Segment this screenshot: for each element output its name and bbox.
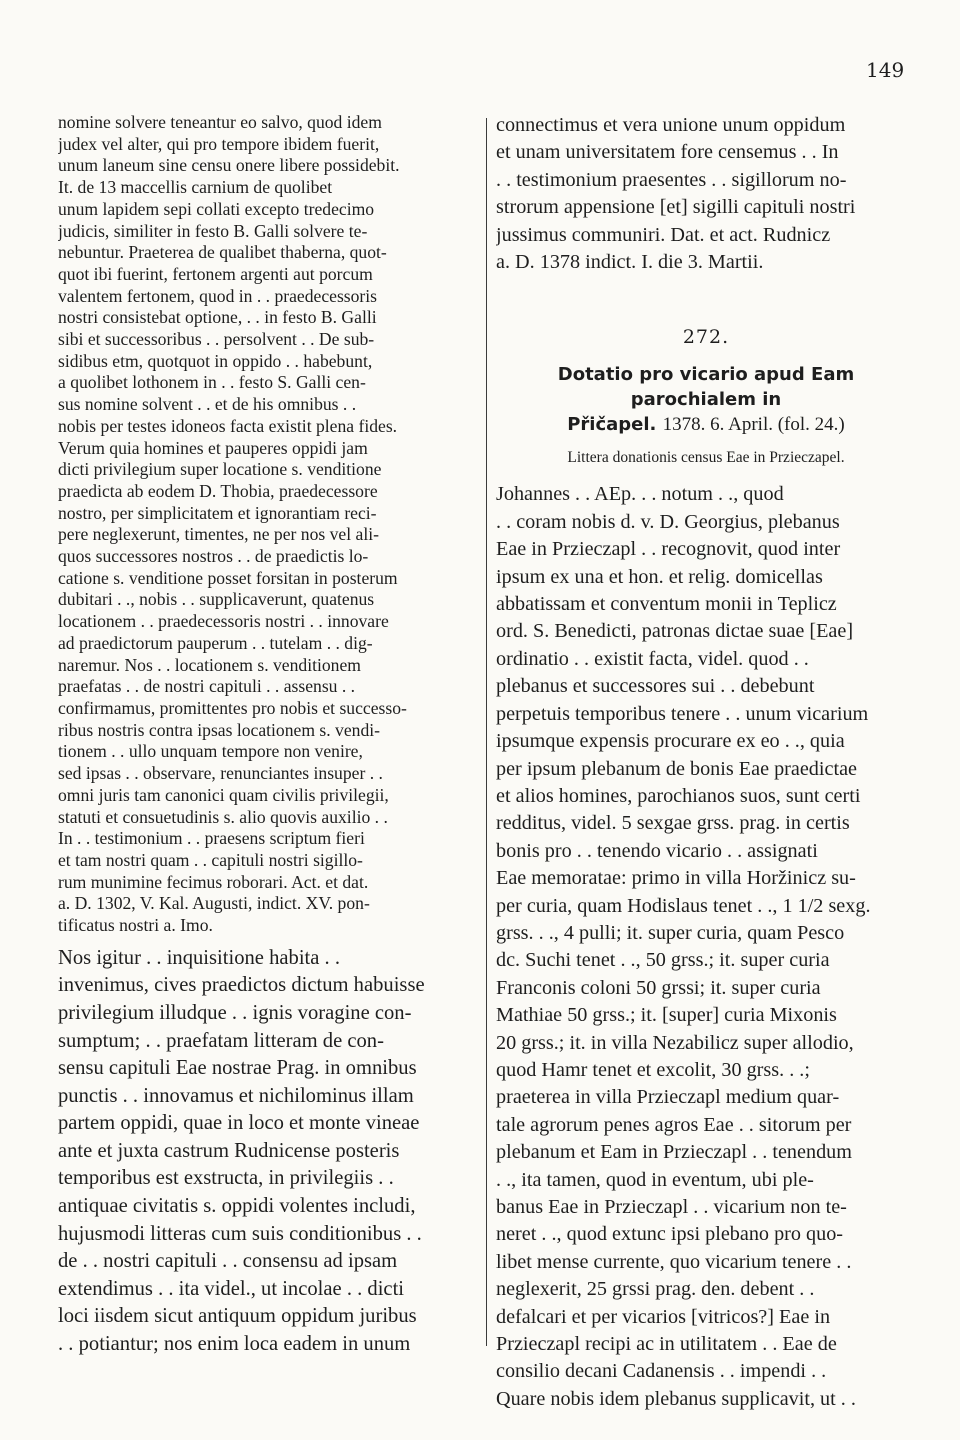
text-line: ipsum ex una et hon. et relig. domicellas (496, 565, 823, 588)
text-line: tale agrorum penes agros Eae . . sitorum per (496, 1113, 852, 1136)
text-line: ord. S. Benedicti, patronas dictae suae [Eae] (496, 620, 854, 643)
text-line: Quare nobis idem plebanus supplicavit, ut . . (496, 1387, 856, 1410)
text-line: quod Hamr tenet et excolit, 30 grss. . .; (496, 1058, 810, 1081)
text-line: punctis . . innovamus et nichilominus illam (58, 1084, 414, 1107)
text-line: nostri consistebat optione, . . in festo B. Galli (58, 307, 377, 328)
text-line: dubitari . ., nobis . . supplicaverunt, quatenus (58, 589, 375, 610)
text-line: locationem . . praedecessoris nostri . . innovare (58, 611, 389, 632)
text-line: nobis per testes idoneos facta existit plena fides. (58, 415, 398, 436)
text-line: et tam nostri quam . . capituli nostri sigillo- (58, 849, 363, 870)
text-line: defalcari et per vicarios [vitricos?] Eae in (496, 1305, 831, 1328)
text-line: Przieczapl recipi ac in utilitatem . . Eae de (496, 1333, 837, 1356)
text-line: confirmamus, promittentes pro nobis et successo- (58, 697, 407, 718)
document-title-line-2 (496, 412, 916, 437)
text-line: plebanum et Eam in Przieczapl . . tenendum (496, 1141, 852, 1164)
text-line: In . . testimonium . . praesens scriptum fieri (58, 828, 365, 849)
document-title-place: Přičapel. (567, 414, 657, 436)
column-divider (486, 118, 487, 1346)
text-line: hujusmodi litteras cum suis conditionibus . . (58, 1222, 422, 1245)
text-line: ante et juxta castrum Rudnicense posteris (58, 1139, 400, 1162)
text-line: . ., ita tamen, quod in eventum, ubi ple- (496, 1168, 814, 1191)
text-line: valentem fertonem, quod in . . praedecessoris (58, 285, 378, 306)
text-line: tionem . . ullo unquam tempore non venire, (58, 741, 363, 762)
text-line: dc. Suchi tenet . ., 50 grss.; it. super curia (496, 949, 830, 972)
text-line: quos successores nostros . . de praedictis lo- (58, 546, 369, 567)
text-line: sibi et successoribus . . persolvent . . De sub- (58, 329, 375, 350)
text-line: ipsumque expensis procurare ex eo . ., quia (496, 730, 845, 753)
text-line: banus Eae in Przieczapl . . vicarium non te- (496, 1196, 847, 1218)
text-line: jussimus communiri. Dat. et act. Rudnicz (496, 223, 831, 246)
text-line: et unam universitatem fore censemus . . In (496, 141, 839, 164)
text-line: Eae memoratae: primo in villa Horžinicz su- (496, 867, 856, 890)
text-line: connectimus et vera unione unum oppidum (496, 114, 846, 136)
text-line: Eae in Przieczapl . . recognovit, quod inter (496, 538, 841, 561)
text-line: unum lapidem sepi collati excepto tredecimo (58, 198, 375, 219)
text-line: ordinatio . . existit facta, videl. quod . . (496, 647, 809, 670)
text-line: catione s. venditione posset forsitan in posterum (58, 567, 398, 588)
right-column (496, 112, 916, 1413)
text-line: quot ibi fuerint, fertonem argenti aut porcum (58, 263, 373, 284)
text-line: ribus nostris contra ipsas locationem s. vendi- (58, 719, 381, 740)
text-line: nebuntur. Praeterea de qualibet thaberna, quot- (58, 242, 387, 263)
text-line: tificatus nostri a. Imo. (58, 915, 213, 936)
text-line: Nos igitur . . inquisitione habita . . (58, 946, 340, 969)
text-line: invenimus, cives praedictos dictum habuisse (58, 974, 425, 997)
text-line: a. D. 1378 indict. I. die 3. Martii. (496, 251, 764, 274)
document-title (496, 362, 916, 437)
document-title-date: 1378. 6. April. (fol. 24.) (662, 414, 845, 436)
text-line: judex vel alter, qui pro tempore ibidem fuerit, (58, 133, 380, 154)
text-line: 20 grss.; it. in villa Nezabilicz super allodio, (496, 1031, 854, 1054)
text-line: temporibus est exstructa, in privilegiis . . (58, 1167, 394, 1190)
text-line: de . . nostri capituli . . consensu ad ipsam (58, 1250, 398, 1273)
text-line: statuti et consuetudinis s. alio quovis auxilio . . (58, 806, 388, 827)
text-line: praedicta ab eodem D. Thobia, praedecessore (58, 480, 378, 501)
text-line: praefatas . . de nostri capituli . . assensu . . (58, 676, 356, 697)
text-line: ad praedictorum pauperum . . tutelam . . dig- (58, 632, 373, 653)
document-title-line-1: Dotatio pro vicario apud Eam parochialem in (557, 364, 855, 411)
text-line: partem oppidi, quae in loco et monte vineae (58, 1112, 420, 1135)
text-line: rum munimine fecimus roborari. Act. et dat. (58, 871, 369, 892)
text-line: plebanus et successores sui . . debebunt (496, 675, 815, 698)
text-line: privilegium illudque . . ignis voragine con- (58, 1001, 412, 1024)
text-line: abbatissam et conventum monii in Teplicz (496, 593, 837, 616)
text-line: libet mense currente, quo vicarium tenere . . (496, 1250, 852, 1273)
left-column (58, 112, 478, 1359)
text-line: Johannes . . AEp. . . notum . ., quod (496, 483, 784, 506)
text-line: It. de 13 maccellis carnium de quolibet (58, 177, 333, 198)
text-line: praeterea in villa Przieczapl medium quar- (496, 1086, 840, 1109)
text-line: sumptum; . . praefatam litteram de con- (58, 1029, 384, 1052)
text-line: sensu capituli Eae nostrae Prag. in omnibus (58, 1057, 417, 1080)
text-line: neglexerit, 25 grssi prag. den. debent . . (496, 1278, 815, 1301)
text-line: sed ipsas . . observare, renunciantes insuper . . (58, 763, 383, 784)
text-line: extendimus . . ita videl., ut incolae . . dicti (58, 1277, 405, 1300)
text-line: consilio decani Cadanensis . . impendi . . (496, 1360, 827, 1383)
text-line: Verum quia homines et pauperes oppidi jam (58, 437, 368, 458)
text-line: judicis, similiter in festo B. Galli solvere te- (58, 220, 368, 241)
text-line: perpetuis temporibus tenere . . unum vicarium (496, 702, 869, 725)
text-line: bonis pro . . tenendo vicario . . assignati (496, 839, 818, 862)
page-number: 149 (866, 58, 905, 82)
text-line: sus nomine solvent . . et de his omnibus . . (58, 394, 357, 415)
text-line: sidibus etm, quotquot in oppido . . habebunt, (58, 350, 373, 371)
left-small-text (58, 112, 478, 937)
text-line: nostro, per simplicitatem et ignorantiam reci- (58, 502, 377, 523)
text-line: Mathiae 50 grss.; it. [super] curia Mixonis (496, 1004, 837, 1027)
document-subtitle: Littera donationis census Eae in Przieczapel. (567, 449, 845, 467)
right-top-text (496, 112, 916, 276)
text-line: et alios homines, parochianos suos, sunt certi (496, 784, 861, 807)
text-line: grss. . ., 4 pulli; it. super curia, quam Pesco (496, 921, 845, 944)
text-line: omni juris tam canonici quam civilis privilegii, (58, 784, 389, 805)
document-number: 272. (682, 326, 730, 349)
text-line: redditus, videl. 5 sexgae grss. prag. in certis (496, 812, 850, 835)
text-line: . . potiantur; nos enim loca eadem in unum (58, 1333, 411, 1356)
text-line: per ipsum plebanum de bonis Eae praedictae (496, 757, 857, 780)
text-line: pere neglexerunt, timentes, ne per nos vel ali- (58, 524, 379, 545)
text-line: loci iisdem sicut antiquum oppidum juribus (58, 1305, 417, 1328)
text-line: unum laneum sine censu onere libere possidebit. (58, 155, 400, 176)
text-line: naremur. Nos . . locationem s. venditionem (58, 654, 361, 675)
text-line: a quolibet lothonem in . . festo S. Galli cen- (58, 372, 366, 393)
text-line: nomine solvere teneantur eo salvo, quod idem (58, 112, 382, 132)
text-line: neret . ., quod extunc ipsi plebano pro quo- (496, 1223, 844, 1246)
text-line: . . testimonium praesentes . . sigillorum no- (496, 168, 847, 191)
text-line: a. D. 1302, V. Kal. Augusti, indict. XV. pon- (58, 893, 370, 914)
text-line: . . coram nobis d. v. D. Georgius, plebanus (496, 510, 840, 533)
left-large-text (58, 945, 478, 1359)
text-line: strorum appensione [et] sigilli capituli nostri (496, 196, 856, 219)
text-line: per curia, quam Hodislaus tenet . ., 1 1/2 sexg. (496, 894, 871, 917)
text-line: dicti privilegium super locatione s. venditione (58, 459, 382, 480)
right-body-text (496, 481, 916, 1413)
text-line: Franconis coloni 50 grssi; it. super curia (496, 976, 821, 999)
text-line: antiquae civitatis s. oppidi volentes includi, (58, 1195, 416, 1218)
